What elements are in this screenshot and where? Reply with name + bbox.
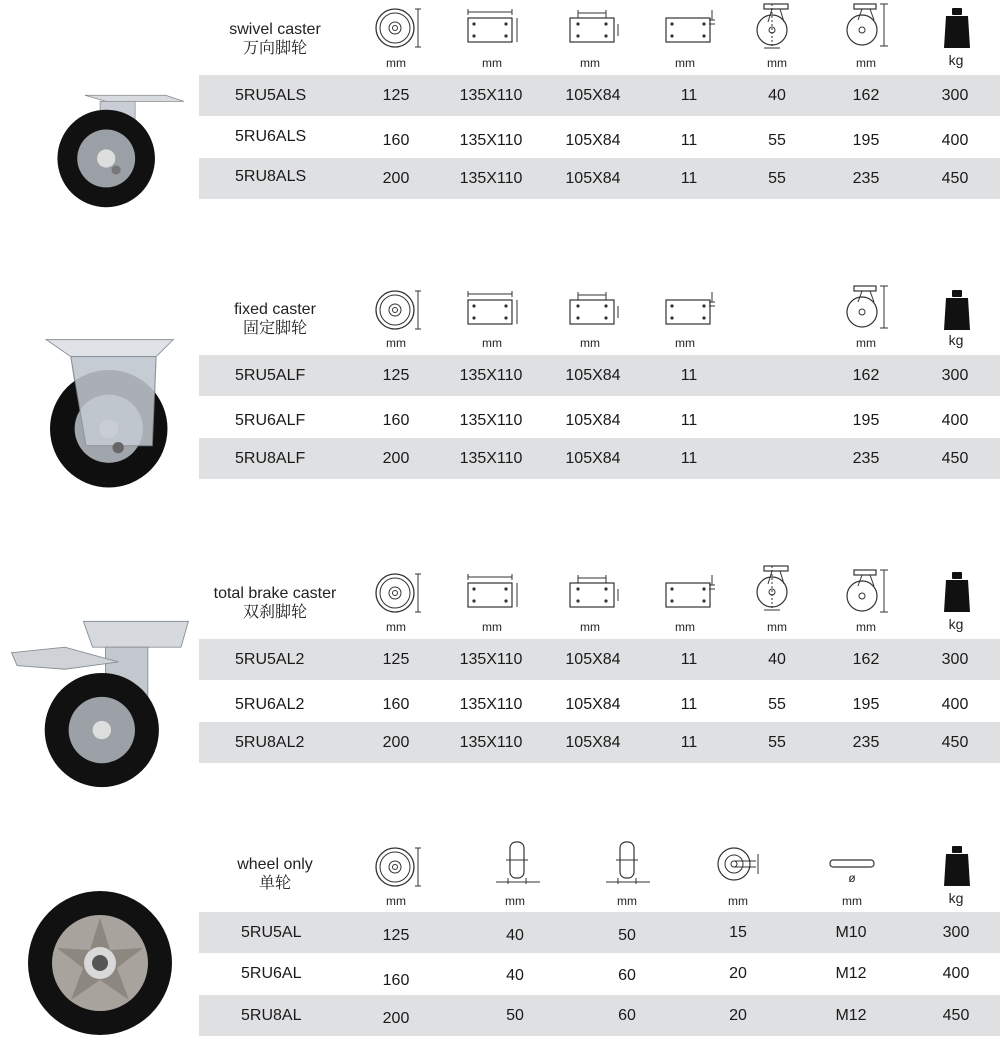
cell: 55 (768, 734, 786, 751)
cell: 400 (941, 412, 969, 429)
cell: 300 (942, 924, 970, 941)
model-code: 5RU8AL2 (235, 734, 305, 751)
cell: 160 (382, 132, 410, 149)
cell: 235 (852, 170, 880, 187)
bolt-hole-icon (662, 8, 718, 48)
cell: M12 (835, 965, 867, 982)
cell: 235 (852, 450, 880, 467)
cell: 125 (382, 87, 410, 104)
cell: 20 (729, 1007, 747, 1024)
title-en: wheel only (237, 856, 313, 873)
section-swivel (0, 0, 1000, 205)
title-en: swivel caster (229, 21, 321, 38)
diameter-symbol: ø (848, 871, 856, 885)
offset-icon (752, 2, 804, 50)
cell: 20 (729, 965, 747, 982)
fixed-caster-image (14, 332, 194, 497)
cell: 60 (618, 967, 636, 984)
title-cn: 万向脚轮 (242, 40, 307, 57)
load-weight-icon (942, 288, 972, 332)
model-code: 5RU8ALS (235, 168, 307, 185)
cell: 50 (506, 1007, 524, 1024)
cell: 450 (941, 450, 969, 467)
unit-label: mm (482, 336, 502, 350)
cell: 50 (618, 927, 636, 944)
hub-length-icon (604, 838, 652, 886)
cell: 160 (382, 696, 410, 713)
cell: 105X84 (565, 367, 621, 384)
cell: M12 (835, 1007, 867, 1024)
cell: 162 (852, 651, 880, 668)
table-row (199, 912, 1000, 953)
cell: 200 (382, 1010, 410, 1027)
unit-label: mm (675, 620, 695, 634)
table-row (199, 722, 1000, 763)
plate-size-icon (464, 573, 520, 613)
cell: 135X110 (459, 87, 523, 104)
cell: 105X84 (565, 696, 621, 713)
wheel-diameter-icon (371, 844, 423, 890)
cell: 105X84 (565, 734, 621, 751)
cell: 60 (618, 1007, 636, 1024)
cell: 40 (506, 927, 524, 944)
unit-label: kg (948, 616, 964, 632)
unit-label: mm (482, 620, 502, 634)
cell: 135X110 (459, 367, 523, 384)
model-code: 5RU6ALS (235, 128, 307, 145)
unit-label: mm (386, 894, 406, 908)
table-row (199, 355, 1000, 396)
cell: 11 (680, 412, 698, 429)
wheel-width-icon (494, 838, 542, 886)
title-cn: 固定脚轮 (242, 320, 307, 337)
load-weight-icon (942, 6, 972, 50)
cell: 400 (941, 132, 969, 149)
brake-caster-image (2, 614, 197, 789)
section-title (205, 855, 345, 893)
cell: 105X84 (565, 170, 621, 187)
unit-label: mm (386, 336, 406, 350)
cell: 160 (382, 412, 410, 429)
cell: 135X110 (459, 651, 523, 668)
cell: 11 (680, 696, 698, 713)
cell: 135X110 (459, 412, 523, 429)
cell: 195 (852, 412, 880, 429)
cell: 105X84 (565, 651, 621, 668)
cell: 125 (382, 927, 410, 944)
load-weight-icon (942, 570, 972, 614)
unit-label: mm (675, 336, 695, 350)
cell: 11 (680, 132, 698, 149)
unit-label: mm (856, 336, 876, 350)
wheel-image (25, 888, 175, 1038)
section-title (205, 300, 345, 338)
table-row (199, 995, 1000, 1036)
height-icon (840, 568, 892, 616)
section-wheel (0, 830, 1000, 1044)
model-code: 5RU8AL (241, 1007, 302, 1024)
table-row (199, 953, 1000, 994)
cell: 162 (852, 367, 880, 384)
cell: 105X84 (565, 450, 621, 467)
cell: 300 (941, 87, 969, 104)
section-brake (0, 560, 1000, 790)
unit-label: mm (482, 56, 502, 70)
cell: 55 (768, 696, 786, 713)
unit-label: mm (856, 620, 876, 634)
cell: 300 (941, 367, 969, 384)
title-cn: 双刹脚轮 (242, 604, 307, 621)
unit-label: mm (580, 336, 600, 350)
cell: 400 (941, 696, 969, 713)
unit-label: mm (580, 620, 600, 634)
cell: 11 (680, 734, 698, 751)
bolt-hole-icon (662, 290, 718, 330)
model-code: 5RU8ALF (235, 450, 306, 467)
cell: 11 (680, 651, 698, 668)
model-code: 5RU5AL2 (235, 651, 305, 668)
unit-label: mm (842, 894, 862, 908)
cell: 200 (382, 450, 410, 467)
unit-label: mm (617, 894, 637, 908)
wheel-diameter-icon (371, 287, 423, 333)
cell: 235 (852, 734, 880, 751)
unit-label: mm (728, 894, 748, 908)
swivel-caster-image (20, 48, 200, 208)
unit-label: kg (948, 890, 964, 906)
title-en: total brake caster (213, 585, 337, 602)
cell: 105X84 (565, 132, 621, 149)
cell: 11 (680, 87, 698, 104)
cell: 162 (852, 87, 880, 104)
cell: 195 (852, 132, 880, 149)
table-row (199, 438, 1000, 479)
unit-label: mm (767, 620, 787, 634)
cell: 40 (768, 651, 786, 668)
unit-label: mm (767, 56, 787, 70)
cell: 160 (382, 972, 410, 989)
hole-spacing-icon (566, 8, 622, 48)
section-title (200, 584, 350, 622)
model-code: 5RU5ALF (235, 367, 306, 384)
table-row (199, 400, 1000, 441)
cell: 125 (382, 367, 410, 384)
model-code: 5RU5AL (241, 924, 302, 941)
cell: 105X84 (565, 87, 621, 104)
cell: 135X110 (459, 450, 523, 467)
cell: 15 (729, 924, 747, 941)
cell: 135X110 (459, 696, 523, 713)
cell: 200 (382, 170, 410, 187)
unit-label: kg (948, 52, 964, 68)
unit-label: mm (505, 894, 525, 908)
hole-spacing-icon (566, 290, 622, 330)
cell: M10 (835, 924, 867, 941)
model-code: 5RU5ALS (235, 87, 307, 104)
cell: 400 (942, 965, 970, 982)
unit-label: mm (386, 56, 406, 70)
unit-label: mm (580, 56, 600, 70)
cell: 40 (506, 967, 524, 984)
wheel-diameter-icon (371, 570, 423, 616)
section-title (205, 20, 345, 58)
table-row (199, 120, 1000, 161)
unit-label: mm (386, 620, 406, 634)
height-icon (840, 2, 892, 50)
bore-icon (712, 844, 764, 884)
height-icon (840, 284, 892, 332)
model-code: 5RU6AL2 (235, 696, 305, 713)
cell: 40 (768, 87, 786, 104)
load-weight-icon (942, 844, 972, 888)
table-row (199, 75, 1000, 116)
bolt-hole-icon (662, 573, 718, 613)
table-row (199, 158, 1000, 199)
cell: 200 (382, 734, 410, 751)
model-code: 5RU6AL (241, 965, 302, 982)
offset-icon (752, 564, 804, 612)
plate-size-icon (464, 290, 520, 330)
cell: 195 (852, 696, 880, 713)
cell: 11 (680, 450, 698, 467)
cell: 135X110 (459, 170, 523, 187)
table-row (199, 684, 1000, 725)
cell: 450 (941, 170, 969, 187)
cell: 105X84 (565, 412, 621, 429)
plate-size-icon (464, 8, 520, 48)
cell: 300 (941, 651, 969, 668)
cell: 11 (680, 170, 698, 187)
section-fixed (0, 284, 1000, 494)
unit-label: mm (675, 56, 695, 70)
cell: 55 (768, 170, 786, 187)
unit-label: mm (856, 56, 876, 70)
cell: 125 (382, 651, 410, 668)
cell: 450 (941, 734, 969, 751)
hole-spacing-icon (566, 573, 622, 613)
wheel-diameter-icon (371, 5, 423, 51)
title-en: fixed caster (234, 301, 316, 318)
title-cn: 单轮 (258, 875, 291, 892)
cell: 11 (680, 367, 698, 384)
cell: 450 (942, 1007, 970, 1024)
unit-label: kg (948, 332, 964, 348)
cell: 55 (768, 132, 786, 149)
cell: 135X110 (459, 132, 523, 149)
model-code: 5RU6ALF (235, 412, 306, 429)
table-row (199, 639, 1000, 680)
cell: 135X110 (459, 734, 523, 751)
